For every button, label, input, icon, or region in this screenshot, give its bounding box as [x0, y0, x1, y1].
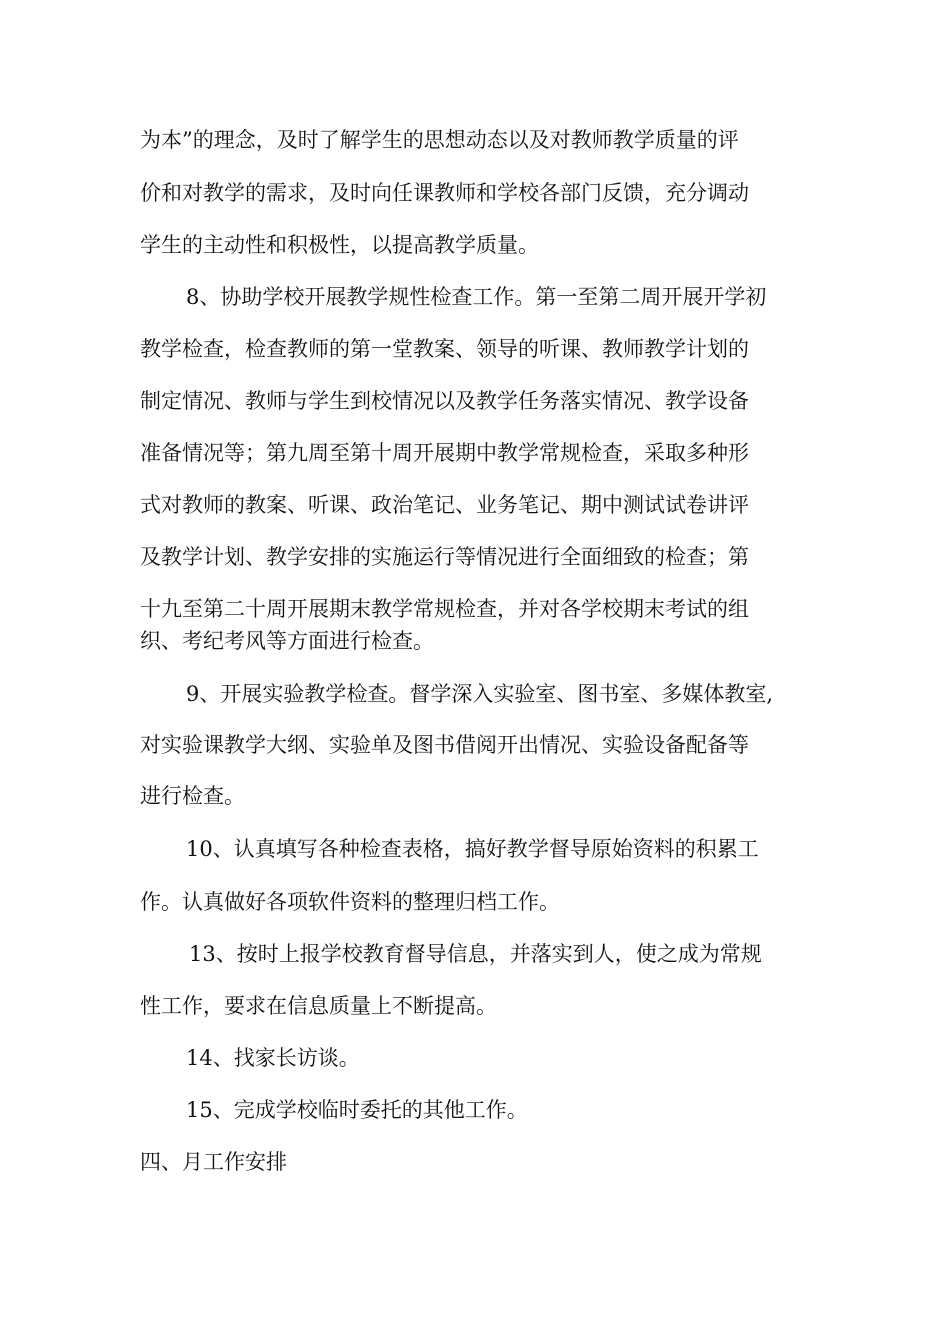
text-line: 织、考纪考风等方面进行检查。: [140, 629, 434, 653]
text-line: 教学检查，检查教师的第一堂教案、领导的听课、教师教学计划的: [140, 337, 749, 361]
paragraph-9-start: 9、开展实验教学检查。督学深入实验室、图书室、多媒体教室,: [186, 682, 774, 706]
text-line: 为本”的理念，及时了解学生的思想动态以及对教师教学质量的评: [140, 128, 739, 152]
paragraph-8-start: 8、协助学校开展教学规性检查工作。第一至第二周开展开学初: [186, 285, 767, 309]
text-line: 价和对教学的需求，及时向任课教师和学校各部门反馈，充分调动: [140, 181, 749, 205]
text-line: 及教学计划、教学安排的实施运行等情况进行全面细致的检查；第: [140, 545, 749, 569]
text-line: 作。认真做好各项软件资料的整理归档工作。: [140, 890, 560, 914]
section-heading: 四、月工作安排: [140, 1150, 287, 1174]
text-line: 准备情况等；第九周至第十周开展期中教学常规检查，采取多种形: [140, 441, 749, 465]
paragraph-13-start: 13、按时上报学校教育督导信息，并落实到人，使之成为常规: [189, 942, 762, 966]
text-line: 制定情况、教师与学生到校情况以及教学任务落实情况、教学设备: [140, 389, 749, 413]
text-line: 学生的主动性和积极性，以提高教学质量。: [140, 233, 539, 257]
paragraph-15: 15、完成学校临时委托的其他工作。: [186, 1098, 528, 1122]
text-line: 式对教师的教案、听课、政治笔记、业务笔记、期中测试试卷讲评: [140, 493, 749, 517]
paragraph-10-start: 10、认真填写各种检查表格，搞好教学督导原始资料的积累工: [186, 837, 759, 861]
text-line: 性工作，要求在信息质量上不断提高。: [140, 994, 497, 1018]
text-line: 对实验课教学大纲、实验单及图书借阅开出情况、实验设备配备等: [140, 733, 749, 757]
text-line: 十九至第二十周开展期末教学常规检查，并对各学校期末考试的组: [140, 597, 749, 621]
paragraph-14: 14、找家长访谈。: [186, 1046, 360, 1070]
text-line: 进行检查。: [140, 784, 245, 808]
